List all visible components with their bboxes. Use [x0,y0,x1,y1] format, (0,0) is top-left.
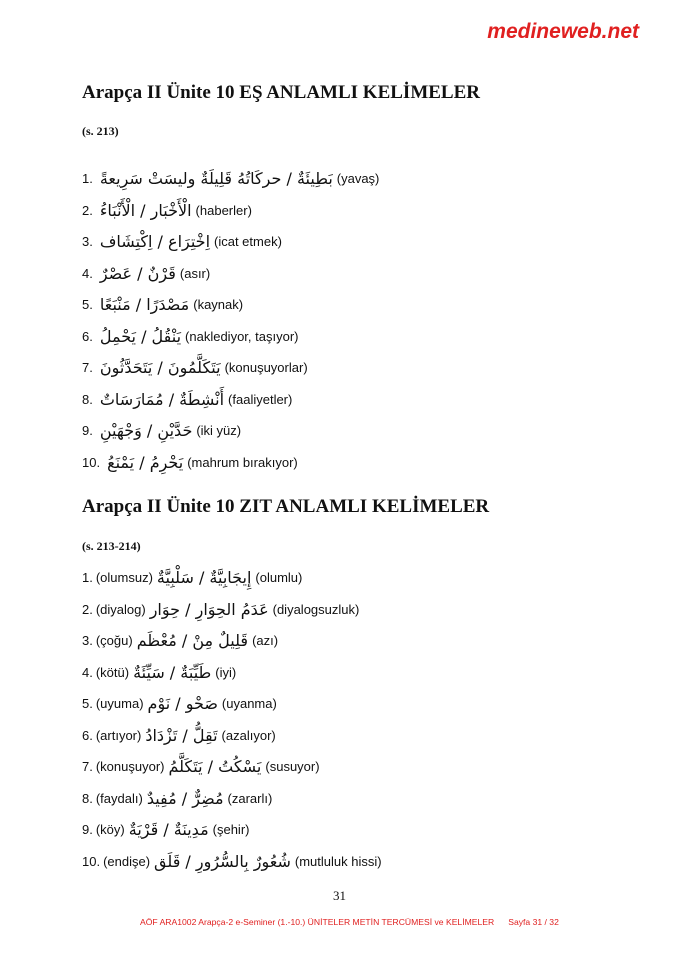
list-item: 3. (çoğu) قَلِيلٌ مِنْ / مُعْظَم (azı) [82,631,279,651]
list-item: 9. (köy) مَدِينَةٌ / قَرْيَةٌ (şehir) [82,820,250,840]
list-item: 6. (artıyor) تَقِلُّ / تَزْدَادُ (azalıyor) [82,725,276,745]
list-item: 5. مَصْدَرًا / مَنْبَعًا (kaynak) [82,295,244,315]
list-item: 10. يَحْرِمُ / يَمْنَعُ (mahrum bırakıyor) [82,452,298,472]
page-reference-synonyms: (s. 213) [82,124,119,138]
list-item: 9. حَدَّيْنِ / وَجْهَيْنِ (iki yüz) [82,421,242,441]
footer [140,917,559,927]
list-item: 4. قَرْنٌ / عَصْرٌ (asır) [82,263,211,283]
list-item: 4. (kötü) طَيِّبَةٌ / سَيِّئَةٌ (iyi) [82,662,237,682]
list-item: 6. يَنْقُلُ / يَحْمِلُ (naklediyor, taşıyor) [82,326,299,346]
list-item: 5. (uyuma) صَحْو / نَوْم (uyanma) [82,694,277,714]
list-item: 7. (konuşuyor) يَسْكُتُ / يَتَكَلَّمُ (susuyor) [82,757,320,777]
section-title-synonyms: Arapça II Ünite 10 EŞ ANLAMLI KELİMELER [82,82,480,103]
list-item: 1. (olumsuz) إِيجَابِيَّةٌ / سَلْبِيَّةٌ (olumlu) [82,568,303,588]
list-item: 8. (faydalı) مُضِرٌّ / مُفِيدٌ (zararlı) [82,788,273,808]
list-item: 7. يَتَكَلَّمُونَ / يَتَحَدَّثُونَ (konuşuyorlar) [82,358,308,378]
list-item: 1. بَطِيئَةٌ / حركَاتُهُ قَلِيلَةٌ وليسَتْ سَرِيعةً (yavaş) [82,169,380,189]
page-reference-antonyms: (s. 213-214) [82,539,141,553]
list-item: 3. اِخْتِرَاع / اِكْتِشَاف (icat etmek) [82,232,282,252]
list-item: 10. (endişe) شُعُورٌ بِالسُّرُورِ / قَلَق (mutluluk hissi) [82,851,382,871]
section-title-antonyms: Arapça II Ünite 10 ZIT ANLAMLI KELİMELER [82,496,490,517]
page-number: 31 [333,888,346,903]
footer-text: AÖF ARA1002 Arapça-2 e-Seminer (1.-10.) ÜNİTELER METİN TERCÜMESİ ve KELİMELER [140,917,495,927]
synonym-list [82,163,379,478]
list-item: 8. أَنْشِطَةٌ / مُمَارَسَاتٌ (faaliyetler) [82,389,293,409]
antonym-list [82,562,382,877]
list-item: 2. (diyalog) عَدَمُ الحِوَارِ / حِوَار (diyalogsuzluk) [82,599,360,619]
footer-page: Sayfa 31 / 32 [508,917,559,927]
site-watermark: medineweb.net [487,20,639,43]
list-item: 2. الْأَخْبَار / الْأَنْبَاءُ (haberler) [82,200,252,220]
